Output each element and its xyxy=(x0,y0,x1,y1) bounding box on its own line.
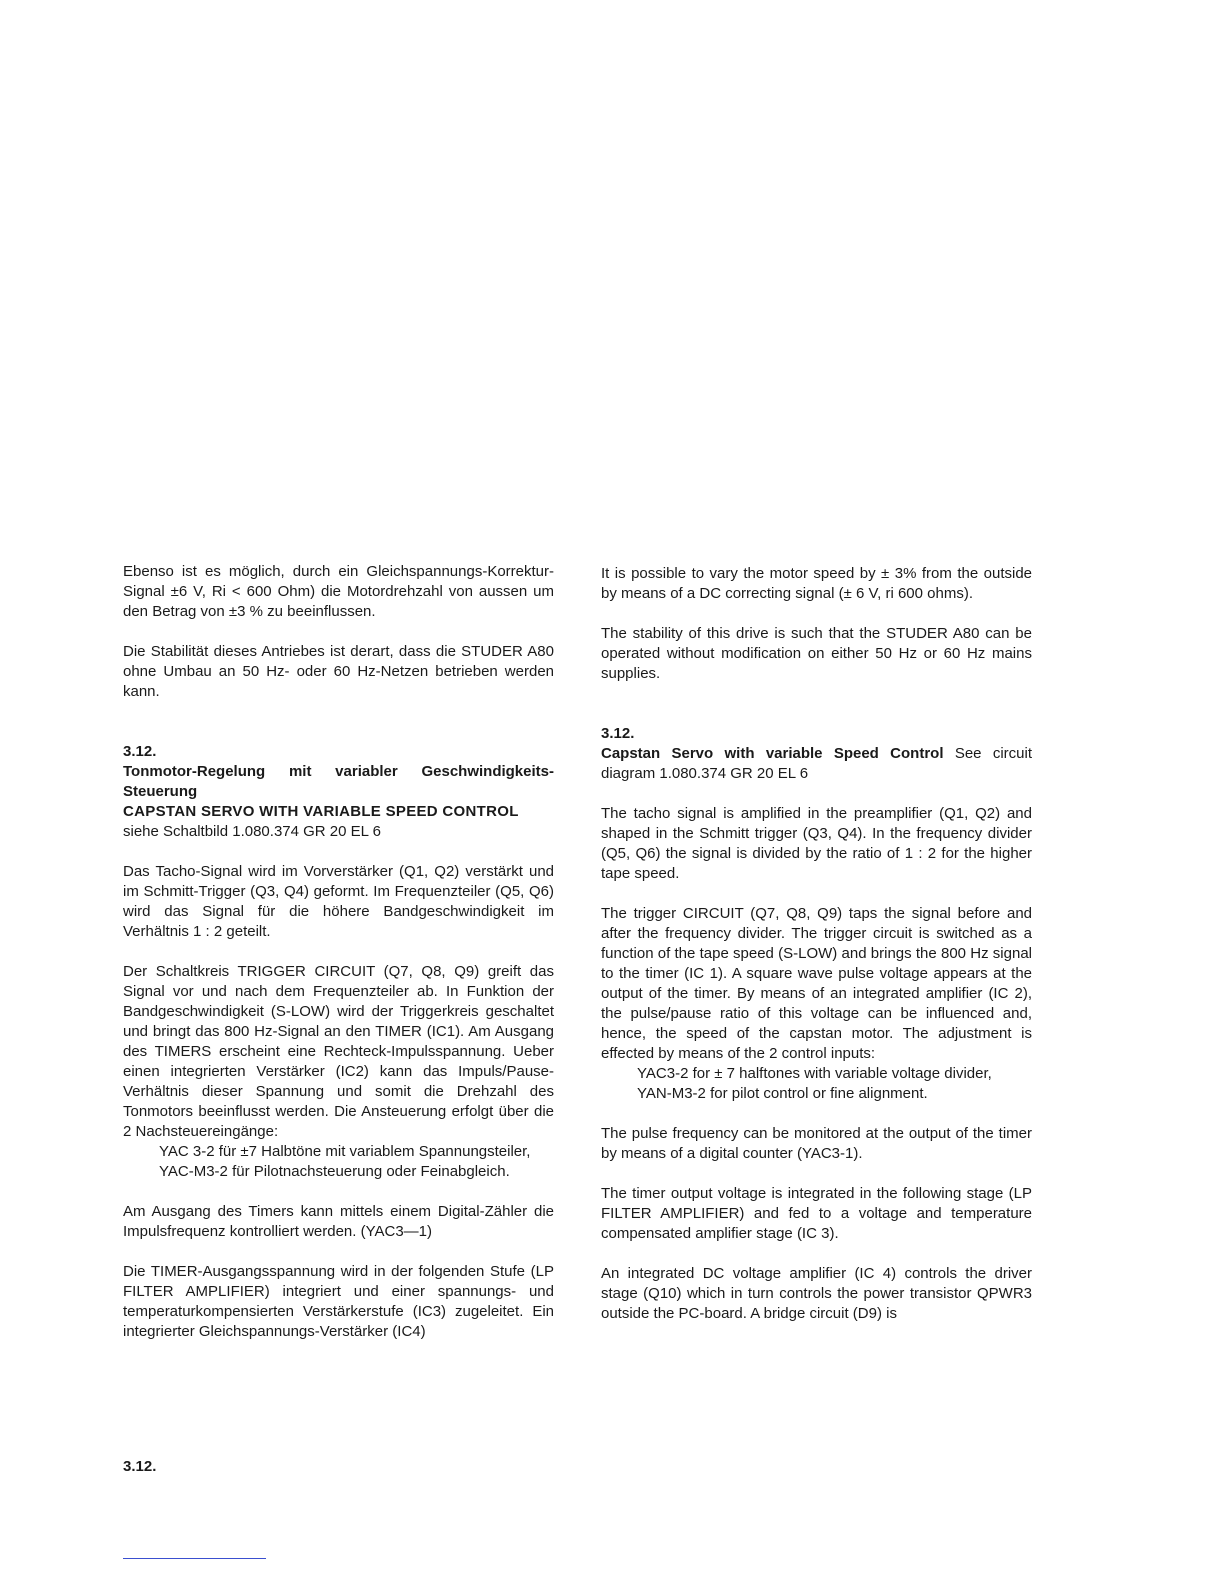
de-paragraph-stability: Die Stabilität dieses Antriebes ist derart, dass die STUDER A80 ohne Umbau an 50 Hz- oder 60 Hz-Netzen betrieben werden kann. xyxy=(123,643,554,700)
de-paragraph-trigger: Der Schaltkreis TRIGGER CIRCUIT (Q7, Q8, Q9) greift das Signal vor und nach dem Frequenzteiler ab. In Funktion der Bandgeschwindigkeit (S-LOW) wird der Triggerkreis geschaltet und bringt das 800 Hz-Signal an den TIMER (IC1). Am Ausgang des TIMERS erscheint eine Rechteck-Impulsspannung. Ueber einen integrierten Verstärker (IC2) kann das Impuls/Pause-Verhältnis dieser Spannung und somit die Drehzahl des Tonmotors beeinflusst werden. Die Ansteuerung erfolgt über die 2 Nachsteuereingänge: xyxy=(123,963,554,1140)
en-control-input-1: YAC3-2 for ± 7 halftones with variable voltage divider, xyxy=(637,1065,992,1082)
en-paragraph-timer-output: The timer output voltage is integrated in the following stage (LP FILTER AMPLIFIER) and fed to a voltage and temperature compensated amplifier stage (IC 3). xyxy=(601,1185,1032,1242)
en-control-input-2: YAN-M3-2 for pilot control or fine alignment. xyxy=(637,1085,928,1102)
en-paragraph-tacho: The tacho signal is amplified in the preamplifier (Q1, Q2) and shaped in the Schmitt trigger (Q3, Q4). In the frequency divider (Q5, Q6) the signal is divided by the ratio of 1 : 2 for the higher tape speed. xyxy=(601,805,1032,882)
de-section-number: 3.12. xyxy=(123,743,157,760)
german-column xyxy=(123,562,554,1342)
en-paragraph-stability: The stability of this drive is such that the STUDER A80 can be operated without modification on either 50 Hz or 60 Hz mains supplies. xyxy=(601,625,1032,682)
en-section-heading: Capstan Servo with variable Speed Control xyxy=(601,745,944,762)
de-paragraph-counter: Am Ausgang des Timers kann mittels einem Digital-Zähler die Impulsfrequenz kontrolliert werden. (YAC3—1) xyxy=(123,1203,554,1240)
footer-divider xyxy=(123,1558,266,1559)
de-control-input-2: YAC-M3-2 für Pilotnachsteuerung oder Feinabgleich. xyxy=(159,1163,510,1180)
en-paragraph-trigger: The trigger CIRCUIT (Q7, Q8, Q9) taps the signal before and after the frequency divider. The trigger circuit is switched as a function of the tape speed (S-LOW) and brings the 800 Hz signal to the timer (IC 1). A square wave pulse voltage appears at the output of the timer. By means of an integrated amplifier (IC 2), the pulse/pause ratio of this voltage can be influenced and, hence, the speed of the capstan motor. The adjustment is effected by means of the 2 control inputs: xyxy=(601,905,1032,1062)
english-column xyxy=(601,564,1032,1324)
de-section-heading: Tonmotor-Regelung mit variabler Geschwindigkeits-Steuerung xyxy=(123,763,554,800)
en-schematic-reference: See circuit diagram 1.080.374 GR 20 EL 6 xyxy=(601,745,1032,782)
de-section-heading-caps: CAPSTAN SERVO WITH VARIABLE SPEED CONTROL xyxy=(123,803,519,820)
en-paragraph-counter: The pulse frequency can be monitored at the output of the timer by means of a digital counter (YAC3-1). xyxy=(601,1125,1032,1162)
de-paragraph-timer-output: Die TIMER-Ausgangsspannung wird in der folgenden Stufe (LP FILTER AMPLIFIER) integriert und einer spannungs- und temperaturkompensierten Verstärkerstufe (IC3) zugeleitet. Ein integrierter Gleichspannungs-Verstärker (IC4) xyxy=(123,1263,554,1340)
en-section-number: 3.12. xyxy=(601,725,635,742)
de-control-input-1: YAC 3-2 für ±7 Halbtöne mit variablem Spannungsteiler, xyxy=(159,1143,531,1160)
de-schematic-reference: siehe Schaltbild 1.080.374 GR 20 EL 6 xyxy=(123,823,381,840)
en-paragraph-correction-signal: It is possible to vary the motor speed by ± 3% from the outside by means of a DC correcting signal (± 6 V, ri 600 ohms). xyxy=(601,565,1032,602)
de-paragraph-correction-signal: Ebenso ist es möglich, durch ein Gleichspannungs-Korrektur-Signal ±6 V, Ri < 600 Ohm) die Motordrehzahl von aussen um den Betrag von ±3 % zu beeinflussen. xyxy=(123,563,554,620)
footer-section-number: 3.12. xyxy=(123,1458,157,1475)
de-paragraph-tacho: Das Tacho-Signal wird im Vorverstärker (Q1, Q2) verstärkt und im Schmitt-Trigger (Q3, Q4) geformt. Im Frequenzteiler (Q5, Q6) wird das Signal für die höhere Bandgeschwindigkeit im Verhältnis 1 : 2 geteilt. xyxy=(123,863,554,940)
en-paragraph-dc-amplifier: An integrated DC voltage amplifier (IC 4) controls the driver stage (Q10) which in turn controls the power transistor QPWR3 outside the PC-board. A bridge circuit (D9) is xyxy=(601,1265,1032,1322)
en-section-heading-line xyxy=(601,744,1032,784)
